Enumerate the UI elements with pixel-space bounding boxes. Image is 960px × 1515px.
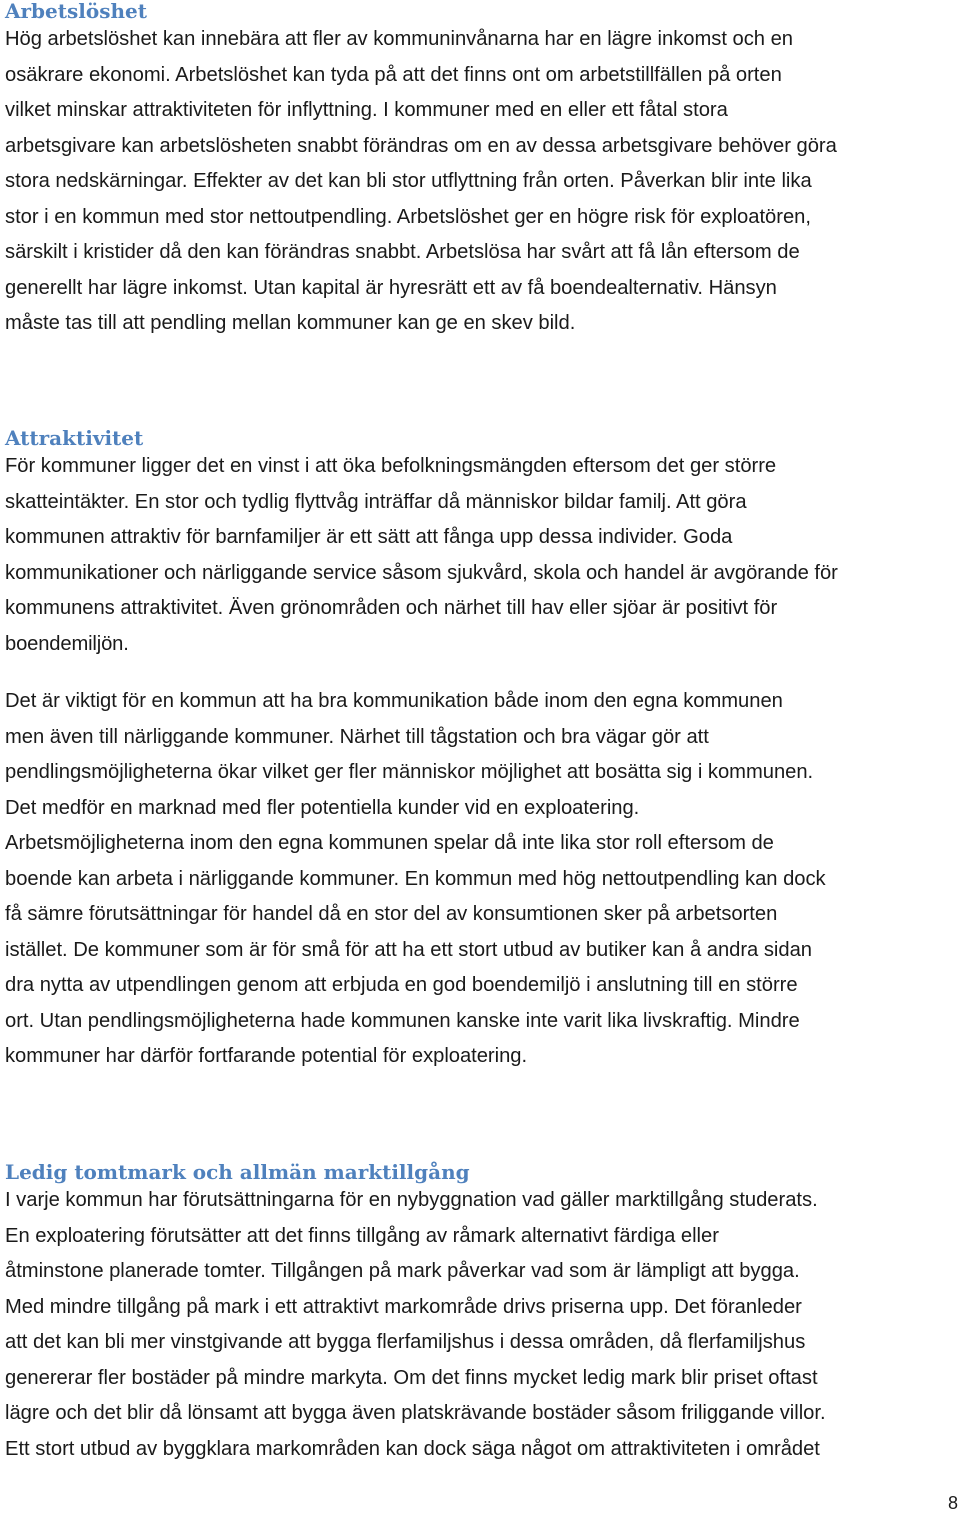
text-line: boendemiljön.: [5, 632, 129, 655]
text-line: skatteintäkter. En stor och tydlig flyttvåg inträffar då människor bildar familj. Att göra: [5, 490, 747, 513]
text-line: osäkrare ekonomi. Arbetslöshet kan tyda på att det finns ont om arbetstillfällen på orten: [5, 63, 782, 86]
text-line: att det kan bli mer vinstgivande att bygga flerfamiljshus i dessa områden, då flerfamiljshus: [5, 1331, 806, 1353]
paragraph: [5, 684, 957, 1075]
section-attraktivitet: [5, 426, 957, 1075]
section-arbetsloshet: [5, 0, 957, 342]
section-heading: Arbetslöshet: [5, 0, 147, 23]
text-line: stora nedskärningar. Effekter av det kan bli stor utflyttning från orten. Påverkan blir inte lika: [5, 170, 812, 192]
page-number: 8: [947, 1493, 958, 1513]
section-heading: Ledig tomtmark och allmän marktillgång: [5, 1160, 470, 1184]
text-line: generellt har lägre inkomst. Utan kapital är hyresrätt ett av få boendealternativ. Hänsyn: [5, 276, 777, 299]
text-line: få sämre förutsättningar för handel då en stor del av konsumtionen sker på arbetsorten: [5, 903, 778, 925]
text-line: arbetsgivare kan arbetslösheten snabbt förändras om en av dessa arbetsgivare behöver göra: [5, 134, 837, 157]
text-line: dra nytta av utpendlingen genom att erbjuda en god boendemiljö i anslutning till en större: [5, 974, 798, 996]
text-line: Ett stort utbud av byggklara markområden kan dock säga något om attraktiviteten i området: [5, 1437, 820, 1460]
text-line: Arbetsmöjligheterna inom den egna kommunen spelar då inte lika stor roll eftersom de: [5, 832, 774, 854]
text-line: ort. Utan pendlingsmöjligheterna hade kommunen kanske inte varit lika livskraftig. Mindre: [5, 1009, 800, 1032]
text-line: måste tas till att pendling mellan kommuner kan ge en skev bild.: [5, 312, 576, 334]
section-marktillgang: [5, 1160, 957, 1467]
text-line: lägre och det blir då lönsamt att bygga även platskrävande bostäder såsom friliggande villor.: [5, 1402, 826, 1424]
text-line: En exploatering förutsätter att det finns tillgång av råmark alternativt färdiga eller: [5, 1224, 719, 1247]
section-heading: Attraktivitet: [5, 426, 144, 450]
text-line: men även till närliggande kommuner. Närhet till tågstation och bra vägar gör att: [5, 725, 709, 748]
text-line: Det medför en marknad med fler potentiella kunder vid en exploatering.: [5, 796, 640, 819]
text-line: istället. De kommuner som är för små för att ha ett stort utbud av butiker kan å andra sidan: [5, 938, 812, 961]
text-line: vilket minskar attraktiviteten för inflyttning. I kommuner med en eller ett fåtal stora: [5, 99, 728, 121]
text-line: stor i en kommun med stor nettoutpendling. Arbetslöshet ger en högre risk för exploatören,: [5, 205, 811, 228]
document-page: [5, 0, 957, 1460]
text-line: särskilt i kristider då den kan förändras snabbt. Arbetslösa har svårt att få lån eftersom de: [5, 241, 800, 263]
paragraph: [5, 22, 957, 342]
text-line: boende kan arbeta i närliggande kommuner. En kommun med hög nettoutpendling kan dock: [5, 867, 826, 890]
text-line: åtminstone planerade tomter. Tillgången på mark påverkar vad som är lämpligt att bygga.: [5, 1260, 800, 1282]
text-line: För kommuner ligger det en vinst i att öka befolkningsmängden eftersom det ger större: [5, 455, 777, 477]
text-line: Med mindre tillgång på mark i ett attraktivt markområde drivs priserna upp. Det föranleder: [5, 1295, 802, 1318]
text-line: kommunens attraktivitet. Även grönområden och närhet till hav eller sjöar är positivt för: [5, 597, 778, 619]
text-line: Hög arbetslöshet kan innebära att fler av kommuninvånarna har en lägre inkomst och en: [5, 28, 794, 50]
text-line: genererar fler bostäder på mindre markyta. Om det finns mycket ledig mark blir priset oftast: [5, 1366, 818, 1389]
text-line: I varje kommun har förutsättningarna för en nybyggnation vad gäller marktillgång studerats.: [5, 1189, 818, 1211]
paragraph: [5, 1183, 957, 1467]
paragraph: [5, 449, 957, 662]
text-line: pendlingsmöjligheterna ökar vilket ger fler människor möjlighet att bosätta sig i kommunen.: [5, 761, 814, 783]
text-line: kommunikationer och närliggande service såsom sjukvård, skola och handel är avgörande för: [5, 561, 838, 584]
text-line: Det är viktigt för en kommun att ha bra kommunikation både inom den egna kommunen: [5, 690, 783, 712]
text-line: kommuner har därför fortfarande potential för exploatering.: [5, 1045, 528, 1067]
text-line: kommunen attraktiv för barnfamiljer är ett sätt att fånga upp dessa individer. Goda: [5, 526, 733, 548]
